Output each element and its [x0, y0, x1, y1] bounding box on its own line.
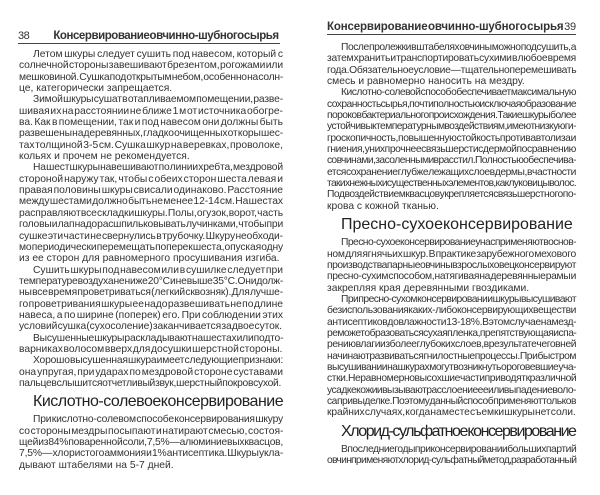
text-line — [19, 414, 283, 425]
text-line — [327, 65, 576, 76]
text-line-content: между шестами должно быть не менее 12-14 см. На шестах — [19, 196, 283, 208]
text-line-content: Летом шкуры следует сушить под навесом, который с — [33, 49, 283, 60]
text-line — [327, 144, 576, 155]
text-line — [327, 351, 576, 362]
text-line — [327, 373, 576, 384]
text-line — [19, 310, 283, 321]
text-line-content: ва. Как в помещении, так и под навесом они должны быть — [19, 117, 283, 129]
text-line — [327, 110, 576, 121]
paragraph — [327, 294, 576, 419]
text-line — [19, 128, 283, 139]
text-line — [327, 260, 576, 271]
text-line-content: кольях и прочем не рекомендуется. — [19, 151, 190, 163]
text-line — [327, 339, 576, 350]
text-line-content: таких нежных и существенных элементов, как луковицы волос. — [327, 178, 576, 190]
text-line-content: ном для ягнячьих шкур. В практике зарубежного мехового — [327, 248, 576, 260]
text-line-content: стки. Неравномерно высохшие части приводят к различной — [327, 373, 577, 385]
text-line-content: тах толщиной 3-5 см. Сушка шкур на веревках, проволоке, — [19, 139, 283, 151]
running-head-title: Консервирование овчинно-шубного сырья — [327, 21, 564, 33]
text-line-content: шивая их на расстоянии не ближе 1 м от источника обогре- — [19, 105, 283, 117]
text-line — [327, 237, 576, 248]
text-line — [19, 287, 283, 298]
text-line-content: правая половины шкуры свисали одинаково. Расстояние — [19, 185, 283, 197]
paragraph — [327, 444, 576, 467]
text-line-content: Кислотно-солевой способ обеспечивает максимальную — [341, 87, 576, 99]
text-line-content: Под воздействием квасцов укрепляется связь шерстного по- — [327, 189, 576, 201]
text-line — [19, 174, 283, 185]
text-line-content: стороной наружу так, чтобы с обеих сторон шеста левая и — [19, 173, 283, 185]
text-line-content: усадке кожи и вызывают расслоение ее или выпадение воло- — [327, 384, 576, 396]
text-line-content: затем хранить и транспортировать сухими в любое время — [327, 53, 576, 65]
text-line-content: смесь и равномерно наносить на мездру. — [327, 76, 525, 88]
text-line-content: рению влаги из более глубоких слоев, в результате чего в ней — [327, 339, 577, 351]
text-line — [19, 106, 283, 117]
text-line-content: крова с кожной тканью. — [327, 200, 439, 212]
text-line-content: гроскопичность, повышенную стойкость против автолиза и — [327, 132, 576, 144]
text-line-content: После пролежки в штабелях овчины можно подсушить, а — [341, 42, 576, 53]
text-line — [19, 231, 283, 242]
text-line-content: устойчивы к температурным воздействиям, имеют низкую ги- — [327, 121, 576, 133]
text-line-content: навеса, а по ширине (поперек) его. При соблюдении этих — [19, 309, 283, 321]
text-line — [19, 83, 283, 94]
text-line — [19, 117, 283, 128]
text-line — [19, 253, 283, 264]
text-line — [19, 265, 283, 276]
text-line-content: Хорошо высушенная шкура имеет следующие признаки: — [33, 355, 283, 367]
text-line — [327, 121, 576, 132]
text-line-content: 7,5% — хлористого аммония и 1% антисептика. Шкуры укла- — [19, 448, 284, 460]
text-line — [19, 162, 283, 173]
running-header — [327, 21, 576, 35]
text-line — [19, 94, 283, 105]
text-line-content: щей из 84% поваренной соли, 7,5% — алюминиевых квасцов, — [19, 437, 283, 448]
text-line — [327, 294, 576, 305]
text-line-content: сохранность сырья, почти полностью исключая образование — [327, 98, 577, 110]
text-line-content: дывают штабелями на 5-7 дней. — [19, 459, 174, 471]
text-line-content: расправляют все складки шкуры. Полы, огузок, ворот, часть — [19, 207, 283, 219]
page-number: 38 — [18, 30, 30, 42]
text-line — [19, 333, 283, 344]
section-heading: Хлорид-сульфатное консервирование — [341, 422, 576, 440]
text-line — [327, 283, 576, 294]
text-line-content: с овчинами, засоленными врасстил. Полностью обеспечива- — [327, 155, 577, 167]
text-line — [327, 317, 576, 328]
text-line-content: ется сохранение глубже лежащих слоев дермы, в частности — [327, 166, 576, 178]
text-line — [19, 140, 283, 151]
text-line — [327, 249, 576, 260]
text-line-content: Пресно-сухое консервирование у нас применяют в основ- — [341, 237, 576, 249]
text-line — [19, 185, 283, 196]
text-line — [19, 208, 283, 219]
paragraph — [19, 414, 283, 471]
text-line-content: мешковиной. Сушка под открытым небом, особенно на солн- — [19, 71, 283, 83]
text-line-content: развешены на деревянных, гладко очищенных от коры шес- — [19, 128, 283, 140]
text-line — [327, 133, 576, 144]
paragraph — [19, 333, 283, 356]
text-line — [19, 151, 283, 162]
text-line — [19, 299, 283, 310]
text-line — [19, 49, 283, 60]
text-line-content: Высушенные шкуры раскладывают на шестах или подто- — [33, 332, 284, 344]
text-line-content: ре может образоваться сухая пленка, препятствующая испа- — [327, 327, 577, 339]
text-line — [19, 344, 283, 355]
text-line-content: она упругая, при ударах по мездровой стороне суставами — [19, 366, 283, 378]
text-line — [327, 155, 576, 166]
text-line-content: пресно-сухим способом, натягивая на деревянные рамы и — [327, 271, 576, 283]
text-line — [327, 178, 576, 189]
text-line — [327, 328, 576, 339]
text-line — [327, 407, 576, 418]
text-line-content: пальцев слышится отчетливый звук, шерстный покров сухой. — [19, 377, 282, 389]
text-line — [327, 189, 576, 200]
text-line — [327, 87, 576, 98]
text-line-content: со стороны мездры посыпают и натирают смесью, состоя- — [19, 425, 284, 437]
text-line — [327, 201, 576, 212]
text-line-content: варниках волосом вверх для досушки шерстной стороны. — [19, 343, 283, 355]
text-line-content: головы и лап надо расшпильковывать лучинками, чтобы при — [19, 219, 283, 231]
section-heading: Кислотно-солевоеконсервирование — [33, 393, 284, 411]
text-line-content: Зимой шкуры сушат в отапливаемом помещении, разве- — [33, 94, 283, 106]
text-line — [19, 367, 283, 378]
paragraph — [327, 237, 576, 294]
text-line — [327, 271, 576, 282]
paragraph — [19, 94, 283, 162]
text-line-content: го проветривания шкуры ее надо развешивать не по длине — [19, 298, 283, 310]
text-line-content: высушивании на шкурах могут возникнуть ороговевшие уча- — [327, 361, 576, 373]
text-line-content: условий сушка (сухосоление) заканчивается за двое суток. — [19, 321, 282, 333]
text-line — [19, 72, 283, 83]
text-line — [327, 362, 576, 373]
text-line-content: солнечной стороны завешивают брезентом, рогожами или — [19, 60, 283, 72]
running-header — [18, 30, 280, 44]
text-line — [327, 99, 576, 110]
text-line — [327, 396, 576, 407]
text-line — [19, 242, 283, 253]
text-line-content: це, категорически запрещается. — [19, 83, 173, 95]
page-body — [19, 49, 283, 471]
page-number: 39 — [564, 21, 576, 33]
page-body — [327, 42, 576, 466]
text-line — [19, 437, 283, 448]
text-line — [327, 444, 576, 455]
text-line — [19, 196, 283, 207]
paragraph — [19, 265, 283, 333]
text-line — [19, 321, 283, 332]
text-line-content: В последние годы при консервировании больших партий — [341, 443, 577, 455]
text-line-content: начинают развиваться гнилостные процессы. При быстром — [327, 350, 576, 362]
text-line — [19, 219, 283, 230]
text-line-content: пороков бактериального происхождения. Такие шкуры более — [327, 110, 576, 122]
text-line — [327, 385, 576, 396]
text-line — [327, 167, 576, 178]
paragraph — [19, 355, 283, 389]
text-line-content: При кислотно-солевом способе консервирования шкуру — [33, 414, 283, 426]
text-line — [19, 448, 283, 459]
text-line — [327, 455, 576, 466]
paragraph — [19, 162, 283, 264]
text-line — [19, 60, 283, 71]
text-line-content: гниения, у них прочнее связь шерсти с дермой по сравнению — [327, 144, 576, 156]
text-line-content: закрепляя края деревянными гвоздиками. — [327, 282, 530, 294]
text-line-content: года. Обязательное условие — тщательно перемешивать — [327, 64, 577, 76]
text-line-content: Сушить шкуры под навесом или в сушилке следует при — [33, 264, 283, 276]
right-page — [300, 0, 600, 495]
text-line-content: мо периодически перемещать поперек шеста, опуская одну — [19, 241, 283, 253]
paragraph — [327, 87, 576, 212]
text-line — [19, 426, 283, 437]
text-line-content: из ее сторон для равномерного просушивания изгиба. — [19, 253, 280, 265]
text-line — [327, 53, 576, 64]
text-line-content: температуре воздуха не ниже 20°С и не выше 35°С. Они долж- — [19, 275, 283, 287]
text-line-content: производства парные овчины взрослых овец консервируют — [327, 259, 576, 271]
text-line-content: антисептиков до влажности 13-18%. В этом случае на мезд- — [327, 316, 577, 328]
text-line-content: сушке эти части не свернулись в трубочку. Шкуру необходи- — [19, 230, 283, 242]
text-line-content: крайних случаях, когда на месте съемки шкуры нет соли. — [327, 407, 576, 419]
text-line-content: овчин применяют хлорид-сульфатный метод, разработанный — [327, 455, 577, 466]
paragraph — [327, 42, 576, 87]
text-line-content: са при выделке. Поэтому данный способ применяют только в — [327, 395, 576, 407]
text-line-content: ны все время проветриваться (легкий сквозняк). Для лучше- — [19, 287, 283, 299]
text-line — [327, 305, 576, 316]
text-line — [19, 276, 283, 287]
text-line — [327, 42, 576, 53]
text-line — [19, 460, 283, 471]
running-head-title: Консервирование овчинно-шубного сырья — [53, 30, 279, 42]
text-line — [19, 355, 283, 366]
text-line-content: При пресно-сухом консервировании шкуры высушивают — [341, 293, 576, 305]
text-line — [327, 76, 576, 87]
section-heading: Пресно-сухоеконсервирование — [341, 216, 573, 234]
paragraph — [19, 49, 283, 94]
text-line-content: На шест шкуры навешивают по линии хребта, мездровой — [33, 162, 283, 174]
text-line-content: без использования каких-либо консервирующих веществ и — [327, 305, 577, 317]
text-line — [19, 378, 283, 389]
